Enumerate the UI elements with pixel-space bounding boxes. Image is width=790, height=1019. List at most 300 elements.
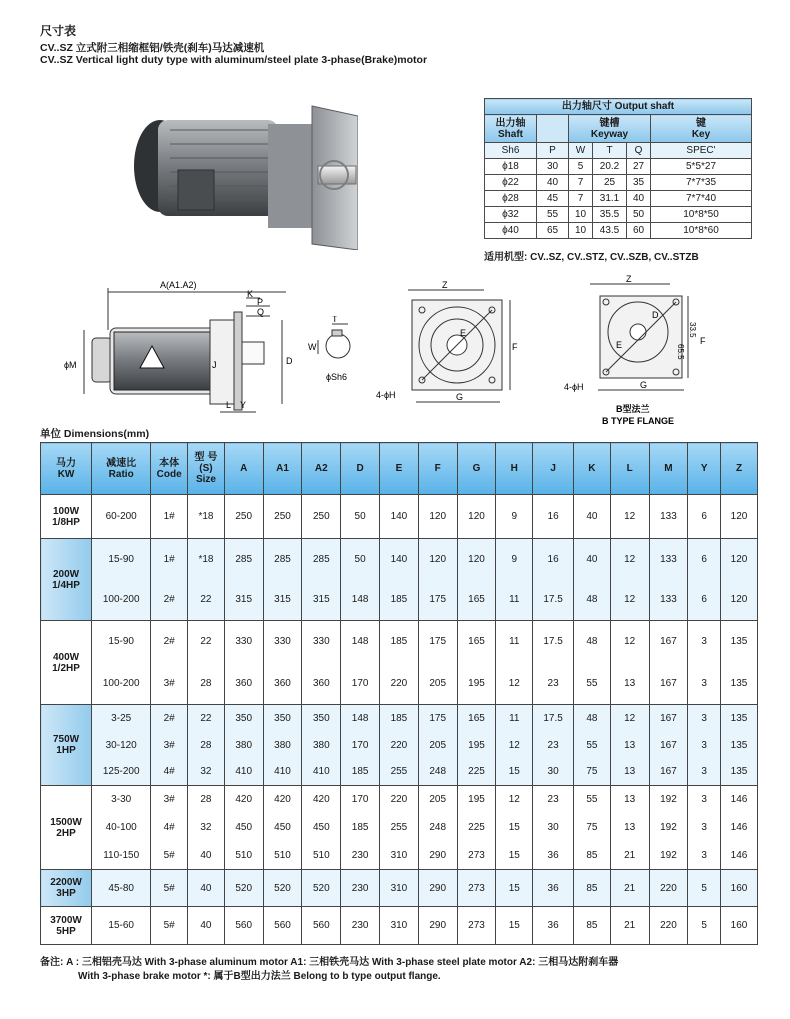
dims-cell: 15 — [496, 759, 533, 786]
dims-cell: 3# — [151, 663, 188, 705]
table-row — [41, 759, 758, 786]
dims-cell: 285 — [263, 539, 302, 580]
dims-cell: 120 — [721, 580, 758, 621]
shaft-cell: 27 — [627, 159, 651, 175]
dims-cell: 16 — [533, 539, 574, 580]
dims-cell: 310 — [380, 907, 419, 945]
dims-cell: 36 — [533, 907, 574, 945]
dims-cell: 290 — [418, 870, 457, 907]
dim-33-label: 33.5 — [688, 322, 697, 338]
dims-cell: 148 — [341, 621, 380, 663]
table-row — [41, 870, 758, 907]
shaft-cell: 40 — [537, 175, 569, 191]
col-header: P — [537, 143, 569, 159]
dims-cell: 6 — [688, 580, 721, 621]
dims-cell: 248 — [418, 814, 457, 842]
dims-cell: 6 — [688, 495, 721, 539]
dims-cell: 250 — [263, 495, 302, 539]
dims-cell: 120 — [721, 495, 758, 539]
shaft-cell: 10*8*60 — [651, 223, 752, 239]
dims-cell: 22 — [188, 580, 225, 621]
col-header: Sh6 — [485, 143, 537, 159]
dims-cell: 192 — [649, 814, 688, 842]
shaft-cell: 50 — [627, 207, 651, 223]
dims-cell: 21 — [610, 842, 649, 870]
dims-cell: 5 — [688, 907, 721, 945]
dims-cell: 310 — [380, 870, 419, 907]
dim-f-label: F — [700, 336, 706, 346]
dims-header-cell: A2 — [302, 443, 341, 495]
dims-cell: 450 — [263, 814, 302, 842]
dims-cell: 520 — [302, 870, 341, 907]
dims-cell: 3 — [688, 621, 721, 663]
dims-cell: 45-80 — [92, 870, 151, 907]
power-cell: 400W 1/2HP — [41, 621, 92, 705]
dims-cell: 28 — [188, 786, 225, 814]
dims-cell: 133 — [649, 580, 688, 621]
notes-line-2: With 3-phase brake motor *: 属于B型出力法兰 Belong to b type output flange. — [78, 971, 441, 982]
shaft-cell: 5*5*27 — [651, 159, 752, 175]
shaft-cell: 5 — [569, 159, 593, 175]
shaft-cell: 10 — [569, 223, 593, 239]
dims-cell: 13 — [610, 759, 649, 786]
dims-cell: 135 — [721, 705, 758, 732]
dims-cell: 21 — [610, 870, 649, 907]
shaft-cell: 60 — [627, 223, 651, 239]
dims-cell: 205 — [418, 786, 457, 814]
dimensions-unit-label: 单位 Dimensions(mm) — [40, 428, 150, 440]
dims-cell: 85 — [574, 870, 611, 907]
shaft-row — [485, 223, 752, 239]
shaft-group-header: 出力轴 Shaft — [485, 115, 537, 143]
dims-cell: 3 — [688, 732, 721, 759]
dims-cell: 167 — [649, 759, 688, 786]
dims-cell: 3 — [688, 663, 721, 705]
dims-cell: 13 — [610, 786, 649, 814]
dims-cell: 205 — [418, 663, 457, 705]
dims-cell: 12 — [610, 539, 649, 580]
dim-d-label: D — [286, 356, 293, 366]
dims-cell: 167 — [649, 663, 688, 705]
dims-cell: 410 — [224, 759, 263, 786]
dims-cell: 2# — [151, 705, 188, 732]
dims-cell: 420 — [224, 786, 263, 814]
dims-header-cell: M — [649, 443, 688, 495]
dims-cell: 360 — [263, 663, 302, 705]
dims-cell: 310 — [380, 842, 419, 870]
dims-cell: 28 — [188, 732, 225, 759]
dims-cell: 48 — [574, 621, 611, 663]
dims-cell: 30 — [533, 759, 574, 786]
dims-cell: 17.5 — [533, 705, 574, 732]
dims-cell: 192 — [649, 842, 688, 870]
dims-cell: 250 — [224, 495, 263, 539]
dims-cell: 170 — [341, 786, 380, 814]
dims-cell: 1# — [151, 495, 188, 539]
dims-cell: 23 — [533, 663, 574, 705]
power-cell: 200W 1/4HP — [41, 539, 92, 621]
dims-cell: 36 — [533, 842, 574, 870]
dims-header-cell: Z — [721, 443, 758, 495]
dim-z-label: Z — [442, 280, 448, 290]
dims-cell: 360 — [224, 663, 263, 705]
dims-cell: 110-150 — [92, 842, 151, 870]
col-header: Q — [627, 143, 651, 159]
dims-cell: 225 — [457, 759, 496, 786]
dims-cell: 120 — [721, 539, 758, 580]
dims-cell: 285 — [224, 539, 263, 580]
shaft-cell: 30 — [537, 159, 569, 175]
dims-header-cell: K — [574, 443, 611, 495]
dims-cell: 23 — [533, 786, 574, 814]
dims-cell: 250 — [302, 495, 341, 539]
dim-w-label: W — [308, 342, 317, 352]
notes-line-1: 备注: A : 三相铝壳马达 With 3-phase aluminum motor A1: 三相铁壳马达 With 3-phase steel plate motor A2: 三相马达附刹车器 — [40, 957, 619, 968]
dims-cell: 30-120 — [92, 732, 151, 759]
shaft-cell: 25 — [593, 175, 627, 191]
dims-cell: 146 — [721, 814, 758, 842]
dims-cell: 273 — [457, 907, 496, 945]
dim-z-label: Z — [626, 274, 632, 284]
dims-cell: 15-90 — [92, 621, 151, 663]
b-flange-caption-cn: B型法兰 — [616, 404, 650, 414]
dims-cell: 192 — [649, 786, 688, 814]
dims-cell: 330 — [224, 621, 263, 663]
dims-cell: 380 — [302, 732, 341, 759]
dims-cell: 560 — [302, 907, 341, 945]
dims-cell: 140 — [380, 539, 419, 580]
dims-cell: 195 — [457, 786, 496, 814]
dims-cell: 560 — [263, 907, 302, 945]
power-cell: 2200W 3HP — [41, 870, 92, 907]
dim-g-label: G — [456, 392, 464, 402]
b-type-flange-drawing — [560, 272, 710, 432]
shaft-cell: ϕ28 — [485, 191, 537, 207]
dims-cell: 285 — [302, 539, 341, 580]
shaft-cell: 65 — [537, 223, 569, 239]
dims-cell: 380 — [263, 732, 302, 759]
power-cell: 1500W 2HP — [41, 786, 92, 870]
dims-cell: 135 — [721, 732, 758, 759]
dims-cell: 120 — [418, 495, 457, 539]
dims-cell: 560 — [224, 907, 263, 945]
dims-cell: 15-90 — [92, 539, 151, 580]
dims-cell: 22 — [188, 621, 225, 663]
dims-cell: 85 — [574, 842, 611, 870]
dims-cell: 167 — [649, 705, 688, 732]
dims-cell: 3 — [688, 814, 721, 842]
dims-cell: 15 — [496, 870, 533, 907]
dims-cell: 125-200 — [92, 759, 151, 786]
dim-m-label: ϕM — [64, 360, 77, 370]
dims-cell: 3-25 — [92, 705, 151, 732]
table-row — [41, 732, 758, 759]
dims-cell: 75 — [574, 814, 611, 842]
dims-cell: 22 — [188, 705, 225, 732]
dims-cell: 185 — [380, 580, 419, 621]
dims-cell: 350 — [302, 705, 341, 732]
dims-cell: 220 — [649, 907, 688, 945]
dims-cell: 85 — [574, 907, 611, 945]
keyway-group-header: 键槽 Keyway — [569, 115, 651, 143]
dims-cell: 17.5 — [533, 580, 574, 621]
dims-cell: 16 — [533, 495, 574, 539]
dims-cell: 160 — [721, 907, 758, 945]
dims-cell: 273 — [457, 870, 496, 907]
dims-cell: 170 — [341, 732, 380, 759]
dims-header-cell: Y — [688, 443, 721, 495]
dims-cell: 11 — [496, 621, 533, 663]
dims-cell: 3 — [688, 842, 721, 870]
dims-cell: 12 — [496, 786, 533, 814]
dims-cell: 12 — [610, 580, 649, 621]
dims-cell: 32 — [188, 814, 225, 842]
dims-cell: 420 — [263, 786, 302, 814]
dim-h-label: 4-ϕH — [376, 390, 396, 400]
dims-header-cell: G — [457, 443, 496, 495]
dims-cell: 185 — [341, 814, 380, 842]
dims-cell: 165 — [457, 621, 496, 663]
flange-drawing — [372, 280, 522, 410]
dims-cell: 4# — [151, 814, 188, 842]
dims-cell: 30 — [533, 814, 574, 842]
dim-y-label: Y — [240, 400, 247, 410]
dims-cell: 230 — [341, 870, 380, 907]
shaft-cell: ϕ18 — [485, 159, 537, 175]
shaft-row — [485, 159, 752, 175]
dims-cell: 220 — [380, 732, 419, 759]
dims-cell: 13 — [610, 814, 649, 842]
table-row — [41, 786, 758, 814]
dims-header-cell: A1 — [263, 443, 302, 495]
shaft-cell: ϕ40 — [485, 223, 537, 239]
shaft-cell: 10*8*50 — [651, 207, 752, 223]
dims-header-cell: H — [496, 443, 533, 495]
dims-cell: 510 — [224, 842, 263, 870]
dims-cell: 4# — [151, 759, 188, 786]
dims-cell: 170 — [341, 663, 380, 705]
dims-cell: 5 — [688, 870, 721, 907]
dims-cell: 175 — [418, 580, 457, 621]
dim-j-label: J — [212, 360, 217, 370]
dims-cell: 248 — [418, 759, 457, 786]
dims-cell: 12 — [610, 705, 649, 732]
dims-cell: 55 — [574, 786, 611, 814]
dims-header-cell: A — [224, 443, 263, 495]
shaft-cell: 7 — [569, 191, 593, 207]
dims-cell: 13 — [610, 663, 649, 705]
table-row — [41, 663, 758, 705]
table-row — [41, 539, 758, 580]
dims-cell: 12 — [610, 495, 649, 539]
shaft-cell: 35.5 — [593, 207, 627, 223]
power-cell: 3700W 5HP — [41, 907, 92, 945]
dims-cell: 510 — [302, 842, 341, 870]
dim-f-label: F — [512, 342, 518, 352]
dims-cell: 5# — [151, 842, 188, 870]
dims-cell: 2# — [151, 621, 188, 663]
dims-cell: 195 — [457, 732, 496, 759]
dims-cell: 520 — [224, 870, 263, 907]
dim-l-label: L — [226, 400, 232, 410]
dims-cell: 230 — [341, 907, 380, 945]
dimensions-table — [40, 442, 758, 945]
dims-cell: 135 — [721, 663, 758, 705]
shaft-cell: 7 — [569, 175, 593, 191]
shaft-cell: 10 — [569, 207, 593, 223]
table-row — [41, 842, 758, 870]
dims-cell: 40-100 — [92, 814, 151, 842]
power-cell: 100W 1/8HP — [41, 495, 92, 539]
dims-cell: 120 — [418, 539, 457, 580]
dims-cell: 220 — [380, 786, 419, 814]
table-row — [41, 814, 758, 842]
dims-cell: 15 — [496, 907, 533, 945]
power-cell: 750W 1HP — [41, 705, 92, 786]
table-row — [41, 907, 758, 945]
dims-cell: 13 — [610, 732, 649, 759]
dims-cell: 3# — [151, 732, 188, 759]
shaft-cell: 7*7*35 — [651, 175, 752, 191]
col-header: W — [569, 143, 593, 159]
dim-t-label: T — [332, 316, 338, 324]
subtitle-en: CV..SZ Vertical light duty type with aluminum/steel plate 3-phase(Brake)motor — [40, 54, 428, 66]
dims-cell: 21 — [610, 907, 649, 945]
dims-cell: 510 — [263, 842, 302, 870]
dims-cell: 11 — [496, 580, 533, 621]
shaft-cell: ϕ32 — [485, 207, 537, 223]
dims-cell: 2# — [151, 580, 188, 621]
dims-cell: 205 — [418, 732, 457, 759]
dims-cell: 185 — [380, 621, 419, 663]
shaft-cell: 7*7*40 — [651, 191, 752, 207]
dims-cell: 100-200 — [92, 663, 151, 705]
dim-h-label: 4-ϕH — [564, 382, 584, 392]
dim-d-label: D — [652, 310, 659, 320]
dims-cell: 40 — [574, 539, 611, 580]
dims-cell: 148 — [341, 705, 380, 732]
dims-cell: 165 — [457, 580, 496, 621]
dims-cell: 330 — [302, 621, 341, 663]
col-header: T — [593, 143, 627, 159]
dims-cell: 220 — [649, 870, 688, 907]
dims-cell: 12 — [496, 732, 533, 759]
dims-cell: 290 — [418, 907, 457, 945]
shaft-cell: 55 — [537, 207, 569, 223]
dims-cell: 360 — [302, 663, 341, 705]
col-header: SPEC' — [651, 143, 752, 159]
applicable-models: 适用机型: CV..SZ, CV..STZ, CV..SZB, CV..STZB — [484, 252, 699, 263]
dims-header-cell: 减速比 Ratio — [92, 443, 151, 495]
dims-cell: 133 — [649, 539, 688, 580]
shaft-cell: 35 — [627, 175, 651, 191]
dim-sh6-label: ϕSh6 — [326, 372, 348, 382]
dims-cell: 9 — [496, 495, 533, 539]
shaft-row — [485, 191, 752, 207]
dims-cell: 175 — [418, 621, 457, 663]
dims-cell: 175 — [418, 705, 457, 732]
dims-cell: 12 — [610, 621, 649, 663]
table-row — [41, 621, 758, 663]
dims-cell: 3 — [688, 759, 721, 786]
dims-cell: 17.5 — [533, 621, 574, 663]
dims-cell: 315 — [302, 580, 341, 621]
dims-cell: 185 — [341, 759, 380, 786]
dims-cell: 60-200 — [92, 495, 151, 539]
dims-cell: 146 — [721, 842, 758, 870]
dims-cell: 255 — [380, 814, 419, 842]
dims-cell: 23 — [533, 732, 574, 759]
dim-e-label: E — [460, 328, 467, 338]
dims-cell: 48 — [574, 705, 611, 732]
dims-cell: 48 — [574, 580, 611, 621]
dims-cell: 450 — [224, 814, 263, 842]
dims-header-cell: F — [418, 443, 457, 495]
dims-cell: 120 — [457, 539, 496, 580]
dims-cell: 40 — [188, 842, 225, 870]
shaft-row — [485, 207, 752, 223]
dims-cell: 50 — [341, 539, 380, 580]
dims-cell: 450 — [302, 814, 341, 842]
dims-cell: 167 — [649, 621, 688, 663]
side-view-drawing — [60, 280, 300, 420]
dims-cell: 3 — [688, 705, 721, 732]
dims-cell: 5# — [151, 907, 188, 945]
dims-cell: 520 — [263, 870, 302, 907]
dims-cell: 420 — [302, 786, 341, 814]
dims-header-cell: D — [341, 443, 380, 495]
dims-cell: 3-30 — [92, 786, 151, 814]
dims-cell: 255 — [380, 759, 419, 786]
dims-cell: 135 — [721, 621, 758, 663]
dims-cell: 40 — [574, 495, 611, 539]
shaft-cell: ϕ22 — [485, 175, 537, 191]
dims-cell: 273 — [457, 842, 496, 870]
dims-cell: 40 — [188, 907, 225, 945]
dims-cell: 225 — [457, 814, 496, 842]
dims-header-cell: 马力 KW — [41, 443, 92, 495]
table-row — [41, 705, 758, 732]
dims-cell: 350 — [263, 705, 302, 732]
dim-65-label: 65.5 — [676, 344, 685, 360]
shaft-cell: 40 — [627, 191, 651, 207]
dims-header-cell: 型 号 (S) Size — [188, 443, 225, 495]
dims-cell: 140 — [380, 495, 419, 539]
gear-motor-photo — [118, 100, 358, 250]
dims-cell: 230 — [341, 842, 380, 870]
dim-g-label: G — [640, 380, 648, 390]
dims-cell: 40 — [188, 870, 225, 907]
dims-cell: 290 — [418, 842, 457, 870]
dims-cell: 220 — [380, 663, 419, 705]
dims-cell: 185 — [380, 705, 419, 732]
shaft-cell: 43.5 — [593, 223, 627, 239]
dims-cell: 167 — [649, 732, 688, 759]
shaft-table-title: 出力轴尺寸 Output shaft — [485, 99, 752, 115]
dims-cell: 3# — [151, 786, 188, 814]
dims-cell: *18 — [188, 495, 225, 539]
dims-cell: 120 — [457, 495, 496, 539]
dim-k-label: K — [247, 289, 254, 299]
subtitle-cn: CV..SZ 立式附三相缩框铝/铁壳(刹车)马达减速机 — [40, 42, 265, 54]
dims-cell: 75 — [574, 759, 611, 786]
shaft-row — [485, 175, 752, 191]
dim-a-label: A(A1.A2) — [160, 280, 197, 290]
dims-cell: 380 — [224, 732, 263, 759]
dims-header-cell: E — [380, 443, 419, 495]
dims-cell: 133 — [649, 495, 688, 539]
dim-q-label: Q — [257, 307, 265, 317]
